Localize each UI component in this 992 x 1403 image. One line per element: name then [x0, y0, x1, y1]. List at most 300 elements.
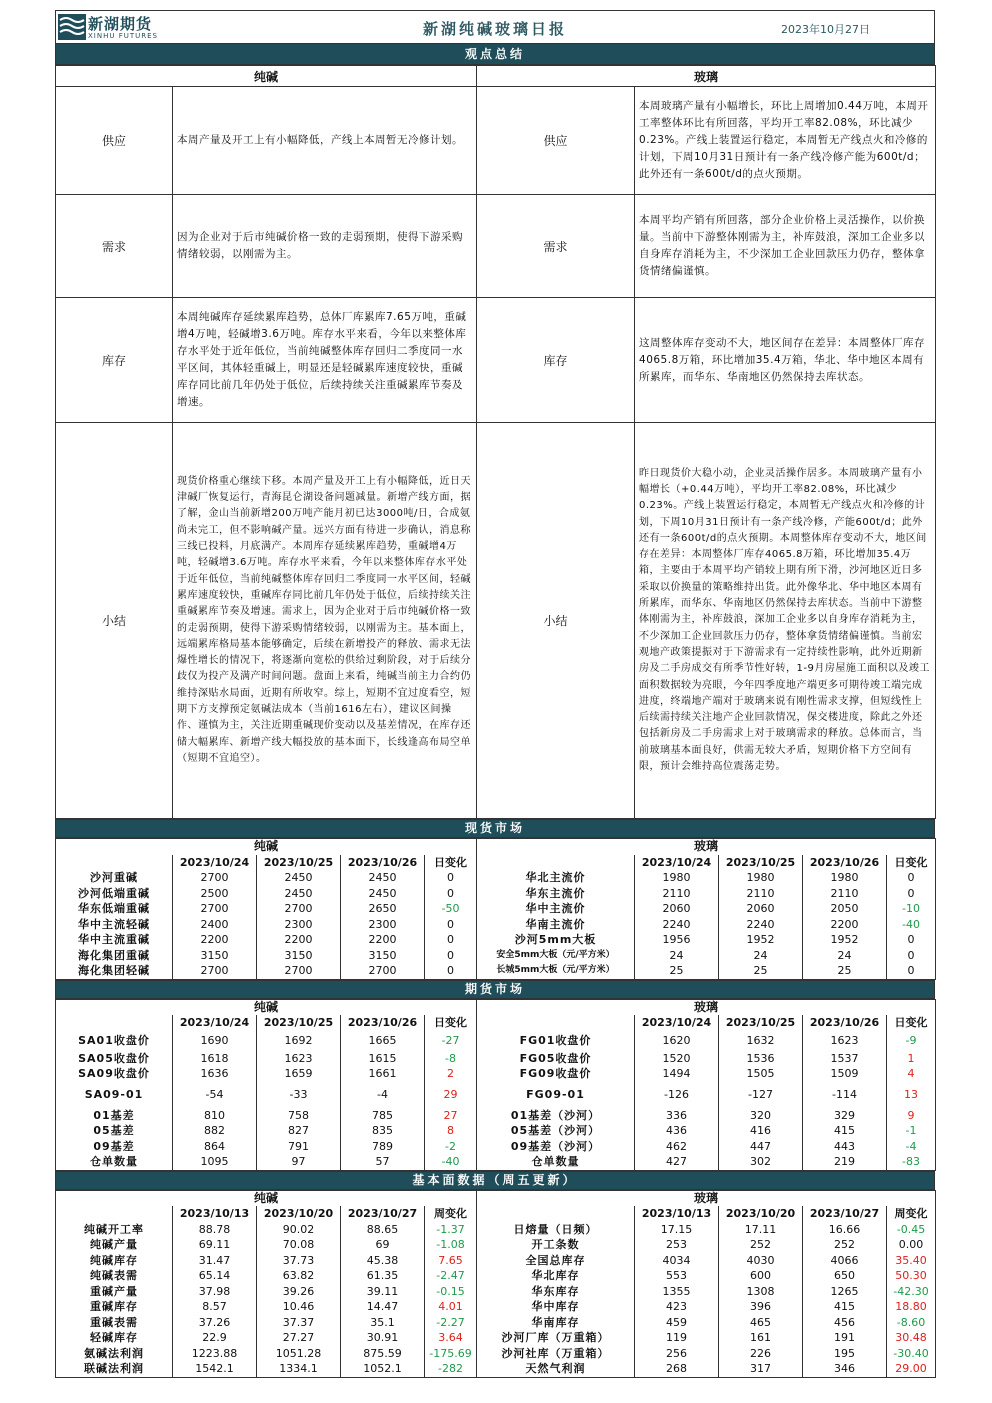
- soda-ash-change-value: -1.08: [425, 1237, 477, 1253]
- glass-value: 24: [635, 948, 719, 964]
- glass-row-label: 沙河厂库（万重箱）: [477, 1330, 635, 1346]
- glass-supply-label: 供应: [477, 87, 635, 195]
- soda-ash-value: 2450: [257, 870, 341, 886]
- soda-ash-value: 88.78: [173, 1222, 257, 1238]
- soda-ash-value: 2200: [257, 932, 341, 948]
- soda-supply-text: 本周产量及开工上有小幅降低，产线上本周暂无冷修计划。: [173, 87, 477, 195]
- soda-ash-value: 1636: [173, 1066, 257, 1082]
- glass-value: 415: [803, 1299, 887, 1315]
- soda-ash-value: 27.27: [257, 1330, 341, 1346]
- glass-change-value: 0: [887, 932, 936, 948]
- glass-value: 459: [635, 1315, 719, 1331]
- glass-value: 25: [803, 963, 887, 979]
- glass-summary-text: 昨日现货价大稳小动，企业灵活操作居多。本周玻璃产量有小幅增长（+0.44万吨），平均开工率82.08%，环比减少0.23%。产线上装置运行稳定，本周暂无产线点火和冷修的计划，下周10月31日预计有一条产线冷修，产能600t/d；此外还有一条600t/d的点火预期。本周整体库存变动不大，地区间存在差异：本周整体厂库存4065.8万箱，环比增加35.4万箱，主要由于本周平均产销较上期有所下滑，沙河地区近日多采取以价换量的策略维持出货。此外像华北、华中地区本周有所累库，而华东、华南地区仍然保持去库状态。当前中下游整体刚需为主，补库鼓浪，深加工企业多以自身库存消耗为主，不少深加工企业回款压力仍存，整体拿货情绪偏谨慎。当前宏观地产政策提振对于下游需求有一定持续性影响，此外近期新房及二手房成交有所季节性好转，1-9月房屋施工面积以及竣工面积数据较为亮眼，今年四季度地产端更多可期待竣工端完成进度，终端地产端对于玻璃来说有刚性需求支撑，但短线性上后续需持续关注地产企业回款情况，保交楼进度，除此之外还包括新房及二手房需求上对于玻璃需求的释放。总体而言，当前玻璃基本面良好，供需无较大矛盾，短期价格下方空间有限，预计会维持高位震荡走势。: [635, 423, 936, 819]
- glass-value: 1980: [803, 870, 887, 886]
- table-row: [56, 1346, 936, 1362]
- soda-ash-change-value: 8: [425, 1123, 477, 1139]
- change-header: 日变化: [887, 855, 936, 871]
- glass-change-value: 0.00: [887, 1237, 936, 1253]
- glass-value: 456: [803, 1315, 887, 1331]
- table-row: [56, 1237, 936, 1253]
- soda-ash-row-label: 仓单数量: [56, 1154, 173, 1170]
- soda-ash-value: 2700: [257, 901, 341, 917]
- glass-value: 252: [803, 1237, 887, 1253]
- glass-value: 1265: [803, 1284, 887, 1300]
- soda-ash-row-label: 华中主流重碱: [56, 932, 173, 948]
- soda-ash-change-value: -50: [425, 901, 477, 917]
- date-header: 2023/10/25: [719, 855, 803, 871]
- glass-value: 1952: [803, 932, 887, 948]
- glass-value: 256: [635, 1346, 719, 1362]
- glass-row-label: 华南库存: [477, 1315, 635, 1331]
- table-row: [56, 901, 936, 917]
- change-header: 日变化: [425, 855, 477, 871]
- glass-row-label: 开工条数: [477, 1237, 635, 1253]
- table-row: [56, 1299, 936, 1315]
- glass-value: 423: [635, 1299, 719, 1315]
- soda-ash-change-value: 3.64: [425, 1330, 477, 1346]
- soda-ash-change-value: -27: [425, 1031, 477, 1051]
- soda-ash-change-value: 0: [425, 948, 477, 964]
- soda-ash-change-value: 0: [425, 886, 477, 902]
- date-header: 2023/10/25: [719, 1015, 803, 1031]
- table-row: [56, 1154, 936, 1170]
- glass-value: 396: [719, 1299, 803, 1315]
- soda-ash-value: 30.91: [341, 1330, 425, 1346]
- glass-change-value: -4: [887, 1139, 936, 1155]
- soda-ash-value: 39.11: [341, 1284, 425, 1300]
- report-title: 新湖纯碱玻璃日报: [422, 20, 567, 38]
- table-row: [56, 1066, 936, 1082]
- glass-value: 427: [635, 1154, 719, 1170]
- blank-header-cell: [477, 1206, 635, 1222]
- soda-ash-value: 2700: [341, 963, 425, 979]
- date-header: 2023/10/24: [635, 1015, 719, 1031]
- glass-value: 4066: [803, 1253, 887, 1269]
- table-row: [56, 1284, 936, 1300]
- glass-value: 25: [719, 963, 803, 979]
- date-header: 2023/10/26: [803, 1015, 887, 1031]
- soda-ash-row-label: 海化集团重碱: [56, 948, 173, 964]
- glass-value: 119: [635, 1330, 719, 1346]
- glass-value: 24: [719, 948, 803, 964]
- supply-label: 供应: [56, 87, 173, 195]
- soda-ash-row-label: 轻碱库存: [56, 1330, 173, 1346]
- glass-value: 1623: [803, 1031, 887, 1051]
- glass-row-label: 01基差（沙河）: [477, 1108, 635, 1124]
- glass-value: 2200: [803, 917, 887, 933]
- soda-ash-row-label: 华中主流轻碱: [56, 917, 173, 933]
- glass-value: 219: [803, 1154, 887, 1170]
- glass-value: 161: [719, 1330, 803, 1346]
- glass-change-value: 4: [887, 1066, 936, 1082]
- glass-change-value: 29.00: [887, 1361, 936, 1377]
- soda-ash-value: 789: [341, 1139, 425, 1155]
- table-row: [56, 1123, 936, 1139]
- soda-ash-row-label: SA09-01: [56, 1082, 173, 1108]
- soda-ash-value: 65.14: [173, 1268, 257, 1284]
- glass-value: 2110: [719, 886, 803, 902]
- soda-ash-change-value: -282: [425, 1361, 477, 1377]
- glass-row-label: 日熔量（日频）: [477, 1222, 635, 1238]
- soda-inventory-text: 本周纯碱库存延续累库趋势，总体厂库累库7.65万吨，重碱增4万吨，轻碱增3.6万吨。库存水平来看，今年以来整体库存水平处于近年低位，当前纯碱整体库存回归二季度同一水平区间，其体轻重碱上，明显还是轻碱累库速度较快，重碱库存同比前几年仍处于低位，后续持续关注重碱累库节奏及增速。: [173, 298, 477, 423]
- glass-value: 1620: [635, 1031, 719, 1051]
- date-header: 2023/10/13: [635, 1206, 719, 1222]
- soda-ash-value: 827: [257, 1123, 341, 1139]
- soda-ash-value: 810: [173, 1108, 257, 1124]
- soda-ash-change-value: 0: [425, 917, 477, 933]
- glass-value: 346: [803, 1361, 887, 1377]
- soda-ash-value: 57: [341, 1154, 425, 1170]
- blank-header-cell: [56, 1206, 173, 1222]
- table-row: [56, 1051, 936, 1067]
- glass-row-label: 华北主流价: [477, 870, 635, 886]
- glass-value: 600: [719, 1268, 803, 1284]
- soda-ash-value: 1659: [257, 1066, 341, 1082]
- soda-ash-value: 875.59: [341, 1346, 425, 1362]
- soda-ash-value: 1223.88: [173, 1346, 257, 1362]
- date-header: 2023/10/26: [341, 855, 425, 871]
- glass-value: 195: [803, 1346, 887, 1362]
- soda-ash-value: 61.35: [341, 1268, 425, 1284]
- blank-header-cell: [56, 855, 173, 871]
- soda-ash-value: 2700: [257, 963, 341, 979]
- glass-value: 329: [803, 1108, 887, 1124]
- soda-ash-value: 8.57: [173, 1299, 257, 1315]
- report-header: [55, 10, 935, 43]
- glass-value: 1537: [803, 1051, 887, 1067]
- soda-ash-row-label: 09基差: [56, 1139, 173, 1155]
- soda-ash-value: 2200: [173, 932, 257, 948]
- glass-change-value: -42.30: [887, 1284, 936, 1300]
- summary-label: 小结: [56, 423, 173, 819]
- glass-value: 1952: [719, 932, 803, 948]
- soda-ash-change-value: -2.47: [425, 1268, 477, 1284]
- soda-ash-value: 10.46: [257, 1299, 341, 1315]
- glass-value: 553: [635, 1268, 719, 1284]
- soda-ash-value: 37.37: [257, 1315, 341, 1331]
- date-header: 2023/10/26: [341, 1015, 425, 1031]
- soda-ash-value: 882: [173, 1123, 257, 1139]
- glass-value: -114: [803, 1082, 887, 1108]
- soda-ash-value: 758: [257, 1108, 341, 1124]
- soda-ash-value: 2700: [173, 870, 257, 886]
- inventory-label: 库存: [56, 298, 173, 423]
- glass-group-header: 玻璃: [477, 839, 936, 855]
- glass-header: 玻璃: [477, 66, 936, 87]
- date-header: 2023/10/25: [257, 855, 341, 871]
- report-date: 2023年10月27日: [781, 23, 870, 36]
- soda-ash-header: 纯碱: [56, 66, 477, 87]
- soda-ash-change-value: -2: [425, 1139, 477, 1155]
- soda-ash-row-label: SA01收盘价: [56, 1031, 173, 1051]
- soda-ash-row-label: 华东低端重碱: [56, 901, 173, 917]
- soda-ash-row-label: 沙河低端重碱: [56, 886, 173, 902]
- glass-change-value: 35.40: [887, 1253, 936, 1269]
- soda-ash-value: 2300: [257, 917, 341, 933]
- spot-section-title: 现货市场: [55, 819, 935, 838]
- soda-ash-value: 1692: [257, 1031, 341, 1051]
- glass-change-value: -40: [887, 917, 936, 933]
- soda-ash-row-label: 重碱库存: [56, 1299, 173, 1315]
- glass-value: 416: [719, 1123, 803, 1139]
- glass-value: 253: [635, 1237, 719, 1253]
- glass-value: 1355: [635, 1284, 719, 1300]
- blank-header-cell: [477, 1015, 635, 1031]
- soda-ash-row-label: 联碱法利润: [56, 1361, 173, 1377]
- change-header: 日变化: [425, 1015, 477, 1031]
- soda-ash-value: 69: [341, 1237, 425, 1253]
- glass-value: 1956: [635, 932, 719, 948]
- glass-value: 443: [803, 1139, 887, 1155]
- soda-ash-value: 1618: [173, 1051, 257, 1067]
- glass-change-value: 18.80: [887, 1299, 936, 1315]
- glass-group-header: 玻璃: [477, 1190, 936, 1206]
- soda-ash-value: 835: [341, 1123, 425, 1139]
- glass-inventory-label: 库存: [477, 298, 635, 423]
- glass-row-label: 长城5mm大板（元/平方米）: [477, 963, 635, 979]
- logo-chinese-name: 新湖期货: [88, 15, 153, 33]
- glass-value: 336: [635, 1108, 719, 1124]
- glass-change-value: 0: [887, 870, 936, 886]
- date-header: 2023/10/13: [173, 1206, 257, 1222]
- table-row: [56, 1108, 936, 1124]
- soda-ash-value: 2200: [341, 932, 425, 948]
- soda-ash-value: 2400: [173, 917, 257, 933]
- views-section-title: 观点总结: [55, 43, 935, 65]
- glass-value: 1308: [719, 1284, 803, 1300]
- soda-ash-value: 90.02: [257, 1222, 341, 1238]
- soda-ash-row-label: SA05收盘价: [56, 1051, 173, 1067]
- glass-value: -127: [719, 1082, 803, 1108]
- change-header: 周变化: [887, 1206, 936, 1222]
- soda-ash-value: 2300: [341, 917, 425, 933]
- change-header: 日变化: [887, 1015, 936, 1031]
- glass-value: 302: [719, 1154, 803, 1170]
- date-header: 2023/10/27: [803, 1206, 887, 1222]
- glass-change-value: -83: [887, 1154, 936, 1170]
- table-row: [56, 1268, 936, 1284]
- soda-ash-change-value: -8: [425, 1051, 477, 1067]
- glass-value: -126: [635, 1082, 719, 1108]
- soda-ash-value: 31.47: [173, 1253, 257, 1269]
- glass-change-value: 50.30: [887, 1268, 936, 1284]
- soda-ash-change-value: 0: [425, 963, 477, 979]
- soda-ash-change-value: -2.27: [425, 1315, 477, 1331]
- glass-value: 4030: [719, 1253, 803, 1269]
- date-header: 2023/10/25: [257, 1015, 341, 1031]
- table-row: [56, 870, 936, 886]
- glass-change-value: -1: [887, 1123, 936, 1139]
- glass-row-label: 华东库存: [477, 1284, 635, 1300]
- soda-ash-value: 2450: [341, 886, 425, 902]
- soda-ash-value: -4: [341, 1082, 425, 1108]
- demand-label: 需求: [56, 195, 173, 298]
- soda-ash-row-label: 海化集团轻碱: [56, 963, 173, 979]
- glass-value: 2110: [803, 886, 887, 902]
- soda-ash-row-label: 纯碱表需: [56, 1268, 173, 1284]
- table-row: [56, 1082, 936, 1108]
- glass-change-value: -8.60: [887, 1315, 936, 1331]
- glass-inventory-text: 这周整体库存变动不大，地区间存在差异：本周整体厂库存4065.8万箱，环比增加35.4万箱，华北、华中地区本周有所累库，而华东、华南地区仍然保持去库状态。: [635, 298, 936, 423]
- soda-ash-value: 2450: [341, 870, 425, 886]
- glass-value: 17.11: [719, 1222, 803, 1238]
- table-row: [56, 1315, 936, 1331]
- soda-ash-value: 35.1: [341, 1315, 425, 1331]
- table-row: [56, 948, 936, 964]
- glass-group-header: 玻璃: [477, 999, 936, 1015]
- glass-value: 1509: [803, 1066, 887, 1082]
- soda-ash-change-value: 7.65: [425, 1253, 477, 1269]
- soda-ash-value: 3150: [257, 948, 341, 964]
- glass-row-label: 05基差（沙河）: [477, 1123, 635, 1139]
- glass-row-label: FG09收盘价: [477, 1066, 635, 1082]
- report-page: [55, 10, 935, 1378]
- soda-ash-value: -33: [257, 1082, 341, 1108]
- table-row: [56, 932, 936, 948]
- soda-ash-value: 2450: [257, 886, 341, 902]
- soda-ash-value: 22.9: [173, 1330, 257, 1346]
- soda-ash-change-value: 0: [425, 932, 477, 948]
- blank-header-cell: [477, 855, 635, 871]
- glass-value: 2050: [803, 901, 887, 917]
- glass-value: 1520: [635, 1051, 719, 1067]
- soda-ash-value: 37.73: [257, 1253, 341, 1269]
- soda-ash-value: 70.08: [257, 1237, 341, 1253]
- glass-value: 2060: [719, 901, 803, 917]
- soda-ash-value: 1095: [173, 1154, 257, 1170]
- soda-ash-value: 3150: [173, 948, 257, 964]
- views-table: [55, 65, 936, 819]
- glass-row-label: FG01收盘价: [477, 1031, 635, 1051]
- glass-value: 317: [719, 1361, 803, 1377]
- soda-ash-value: 785: [341, 1108, 425, 1124]
- glass-change-value: -30.40: [887, 1346, 936, 1362]
- soda-ash-value: 1542.1: [173, 1361, 257, 1377]
- soda-ash-value: 37.98: [173, 1284, 257, 1300]
- soda-ash-value: 88.65: [341, 1222, 425, 1238]
- glass-change-value: -9: [887, 1031, 936, 1051]
- glass-row-label: FG05收盘价: [477, 1051, 635, 1067]
- soda-ash-value: 45.38: [341, 1253, 425, 1269]
- soda-ash-row-label: 重碱表需: [56, 1315, 173, 1331]
- table-row: [56, 1361, 936, 1377]
- glass-value: 1494: [635, 1066, 719, 1082]
- glass-value: 447: [719, 1139, 803, 1155]
- soda-ash-value: 1052.1: [341, 1361, 425, 1377]
- soda-ash-change-value: -40: [425, 1154, 477, 1170]
- soda-ash-value: -54: [173, 1082, 257, 1108]
- glass-row-label: 华中库存: [477, 1299, 635, 1315]
- table-row: [56, 1253, 936, 1269]
- soda-ash-value: 39.26: [257, 1284, 341, 1300]
- soda-ash-value: 97: [257, 1154, 341, 1170]
- table-row: [56, 963, 936, 979]
- glass-value: 1980: [719, 870, 803, 886]
- soda-ash-row-label: SA09收盘价: [56, 1066, 173, 1082]
- soda-ash-value: 2650: [341, 901, 425, 917]
- glass-row-label: 沙河5mm大板: [477, 932, 635, 948]
- soda-ash-row-label: 05基差: [56, 1123, 173, 1139]
- glass-value: 24: [803, 948, 887, 964]
- soda-ash-value: 1661: [341, 1066, 425, 1082]
- soda-ash-change-value: -0.15: [425, 1284, 477, 1300]
- glass-value: 465: [719, 1315, 803, 1331]
- glass-change-value: -10: [887, 901, 936, 917]
- glass-value: 4034: [635, 1253, 719, 1269]
- soda-ash-group-header: 纯碱: [56, 999, 477, 1015]
- glass-change-value: 0: [887, 886, 936, 902]
- glass-row-label: 华中主流价: [477, 901, 635, 917]
- table-row: [56, 917, 936, 933]
- glass-value: 17.15: [635, 1222, 719, 1238]
- soda-ash-value: 69.11: [173, 1237, 257, 1253]
- glass-change-value: -0.45: [887, 1222, 936, 1238]
- glass-value: 1980: [635, 870, 719, 886]
- soda-ash-change-value: 29: [425, 1082, 477, 1108]
- soda-ash-value: 2700: [173, 901, 257, 917]
- soda-ash-row-label: 氨碱法利润: [56, 1346, 173, 1362]
- spot-table: [55, 838, 936, 980]
- glass-value: 320: [719, 1108, 803, 1124]
- table-row: [56, 1222, 936, 1238]
- glass-value: 268: [635, 1361, 719, 1377]
- soda-ash-group-header: 纯碱: [56, 1190, 477, 1206]
- soda-ash-value: 1334.1: [257, 1361, 341, 1377]
- glass-value: 25: [635, 963, 719, 979]
- soda-ash-value: 63.82: [257, 1268, 341, 1284]
- glass-row-label: 沙河社库（万重箱）: [477, 1346, 635, 1362]
- table-row: [56, 1031, 936, 1051]
- glass-value: 1536: [719, 1051, 803, 1067]
- date-header: 2023/10/27: [341, 1206, 425, 1222]
- glass-value: 2060: [635, 901, 719, 917]
- glass-change-value: 0: [887, 948, 936, 964]
- glass-row-label: 华南主流价: [477, 917, 635, 933]
- glass-value: 252: [719, 1237, 803, 1253]
- date-header: 2023/10/24: [635, 855, 719, 871]
- soda-ash-value: 864: [173, 1139, 257, 1155]
- fundamentals-table: [55, 1190, 936, 1378]
- soda-ash-value: 3150: [341, 948, 425, 964]
- soda-ash-row-label: 纯碱开工率: [56, 1222, 173, 1238]
- soda-ash-value: 37.26: [173, 1315, 257, 1331]
- glass-change-value: 9: [887, 1108, 936, 1124]
- glass-row-label: FG09-01: [477, 1082, 635, 1108]
- glass-supply-text: 本周玻璃产量有小幅增长，环比上周增加0.44万吨，本周开工率整体环比有所回落，平均开工率82.08%，环比减少0.23%。产线上装置运行稳定，本周暂无产线点火和冷修的计划，下周10月31日预计有一条产线冷修产能为600t/d；此外还有一条600t/d的点火预期。: [635, 87, 936, 195]
- soda-ash-value: 1615: [341, 1051, 425, 1067]
- date-header: 2023/10/20: [257, 1206, 341, 1222]
- futures-section-title: 期货市场: [55, 980, 935, 999]
- glass-value: 16.66: [803, 1222, 887, 1238]
- table-row: [56, 1330, 936, 1346]
- glass-row-label: 华北库存: [477, 1268, 635, 1284]
- table-row: [56, 1139, 936, 1155]
- futures-table: [55, 999, 936, 1171]
- soda-ash-change-value: -175.69: [425, 1346, 477, 1362]
- glass-value: 436: [635, 1123, 719, 1139]
- glass-value: 1632: [719, 1031, 803, 1051]
- soda-ash-value: 1623: [257, 1051, 341, 1067]
- date-header: 2023/10/26: [803, 855, 887, 871]
- soda-ash-value: 1665: [341, 1031, 425, 1051]
- glass-value: 2240: [719, 917, 803, 933]
- glass-row-label: 仓单数量: [477, 1154, 635, 1170]
- glass-row-label: 安全5mm大板（元/平方米）: [477, 948, 635, 964]
- glass-value: 226: [719, 1346, 803, 1362]
- soda-ash-value: 2500: [173, 886, 257, 902]
- soda-ash-row-label: 纯碱库存: [56, 1253, 173, 1269]
